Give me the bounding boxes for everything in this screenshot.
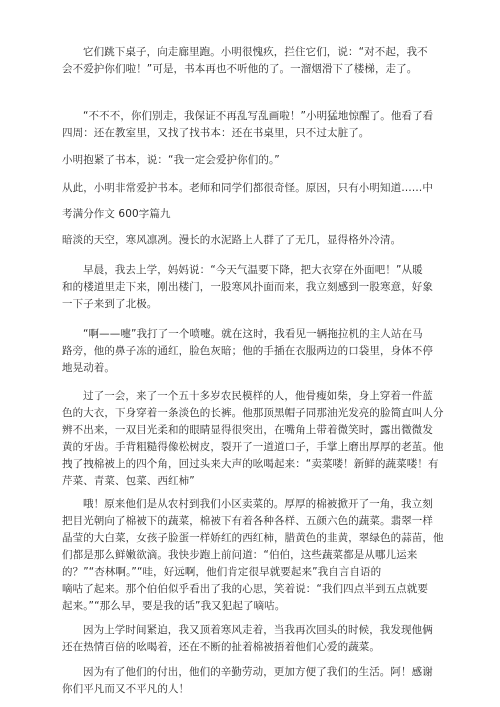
text-line: 辨不出来，一双目光柔和的眼睛显得很突出，在嘴角上带着微笑时，露出微微发: [62, 424, 433, 436]
text-line: 哦！原来他们是从农村到我们小区卖菜的。厚厚的棉被掀开了一角，我立刻: [83, 498, 433, 510]
text-line: 过了一会，来了一个五十多岁农民模样的人，他骨瘦如柴，身上穿着一件蓝: [83, 390, 433, 402]
text-line: 起来。”“那么早，要是我的话”我又犯起了嘀咕。: [62, 600, 286, 612]
paragraph-9: [62, 388, 452, 490]
text-line: 的？”“杏林啊。”“哇，好远啊，他们肯定很早就要起来”我自言自语的: [62, 566, 382, 578]
text-line: 晶莹的大白菜，女孩子脸蛋一样娇红的西红柿，腊黄色的韭黄，翠绿色的蒜苗，他: [62, 532, 444, 544]
text-line: 芹菜、青菜、包菜、西红柿”: [62, 475, 195, 487]
paragraph-10: [62, 496, 452, 615]
text-line: 因为上学时间紧迫，我又顶着寒风走着，当我再次回头的时候，我发现他俩: [83, 624, 433, 636]
paragraph-2: [62, 108, 452, 142]
text-line: 从此，小明非常爱护书本。老师和同学们都很奇怪。原因，只有小明知道……中: [62, 182, 433, 194]
text-line: 会不爱护你们啦！”可是，书本再也不听他的了。一溜烟滑下了楼梯，走了。: [62, 63, 418, 75]
text-line: 路旁，他的鼻子冻的通红，脸色灰暗；他的手插在衣服两边的口袋里，身体不停: [62, 345, 433, 357]
text-line: 们都是那么鲜嫩欲滴。我快步跑上前问道：“伯伯，这些蔬菜都是从哪儿运来: [62, 549, 418, 561]
text-line: 把目光朝向了棉被下的蔬菜，棉被下有着各种各样、五颜六色的蔬菜。翡翠一样: [62, 515, 433, 527]
text-line: “啊——嚏”我打了一个喷嚏。就在这时，我看见一辆拖拉机的主人站在马: [83, 328, 423, 340]
paragraph-7: [62, 262, 452, 313]
paragraph-5: [62, 206, 452, 223]
paragraph-11: [62, 622, 452, 656]
text-line: 嘀咕了起来。那个伯伯似乎看出了我的心思，笑着说：“我们四点半到五点就要: [62, 583, 428, 595]
text-line: 你们平凡而又不平凡的人！: [62, 683, 190, 695]
text-line: 它们跳下桌子，向走廊里跑。小明很愧疚，拦住它们，说：“对不起，我不: [83, 46, 428, 58]
text-line: 地晃动着。: [62, 362, 115, 374]
text-line: 四周：还在教室里，又找了找书本：还在书桌里，只不过太脏了。: [62, 127, 370, 139]
paragraph-6: [62, 232, 452, 249]
paragraph-4: [62, 180, 452, 197]
paragraph-12: [62, 664, 452, 698]
paragraph-1: [62, 44, 452, 78]
text-line: 黄的牙齿。手背粗糙得像松树皮，裂开了一道道口子，手掌上磨出厚厚的老茧。他: [62, 441, 444, 453]
paragraph-3: [62, 152, 452, 169]
paragraph-8: [62, 326, 452, 377]
text-line: 色的大衣，下身穿着一条淡色的长裤。他那顶黑帽子同那油光发亮的脸简直叫人分: [62, 407, 444, 419]
text-line: “不不不，你们别走，我保证不再乱写乱画啦！”小明猛地惊醒了。他看了看: [83, 110, 434, 122]
text-line: 小明抱紧了书本，说：“我一定会爱护你们的。”: [62, 154, 280, 166]
text-line: 还在热情百倍的吆喝着，还在不断的扯着棉被捂着他们心爱的蔬菜。: [62, 641, 380, 653]
text-line: 早晨，我去上学，妈妈说：“今天气温要下降，把大衣穿在外面吧！”从暖: [83, 264, 423, 276]
text-line: 暗淡的天空，寒风凛冽。漫长的水泥路上人群了了无几，显得格外冷清。: [62, 234, 402, 246]
text-line: 和的楼道里走下来，刚出楼门，一股寒风扑面而来，我立刻感到一股寒意，好象: [62, 281, 433, 293]
text-line: 一下子来到了北极。: [62, 298, 158, 310]
text-line: 考满分作文 600字篇九: [62, 208, 171, 220]
text-line: 因为有了他们的付出，他们的辛勤劳动，更加方便了我们的生活。阿！感谢: [83, 666, 433, 678]
text-line: 拽了拽棉被上的四个角，回过头来大声的吆喝起来：“卖菜喽！新鲜的蔬菜喽！有: [62, 458, 439, 470]
